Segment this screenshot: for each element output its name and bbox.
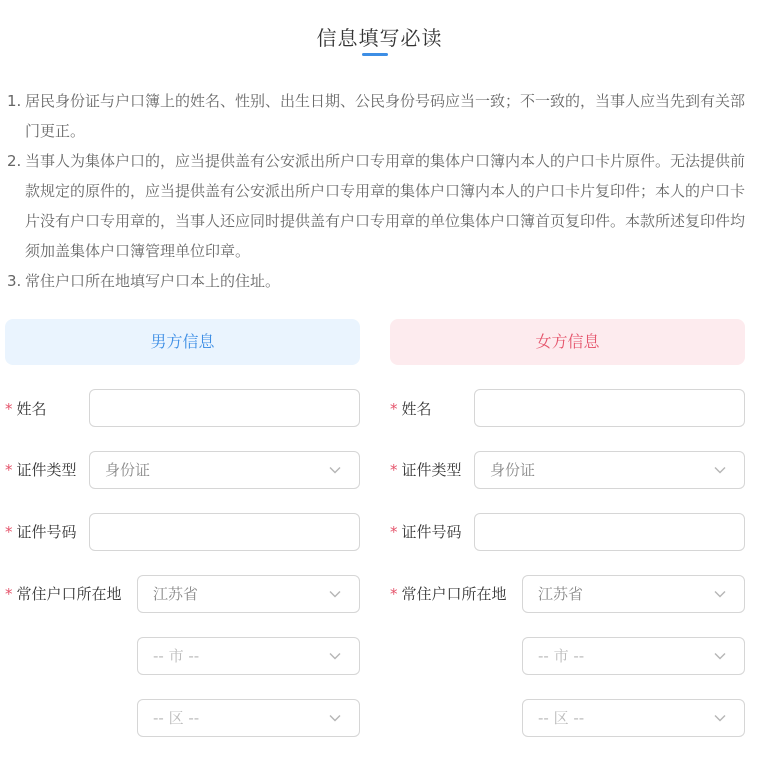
female-district-placeholder: -- 区 -- [538, 709, 585, 727]
instruction-item [7, 86, 752, 146]
female-province-value: 江苏省 [538, 585, 584, 603]
male-id-type-label: * 证件类型 [5, 461, 77, 479]
male-id-number-label: * 证件号码 [5, 523, 77, 541]
female-info-header: 女方信息 [390, 319, 745, 365]
female-residence-label: * 常住户口所在地 [390, 585, 507, 603]
instruction-number: 3. [7, 272, 22, 290]
required-mark: * [5, 585, 13, 603]
male-id-number-text-field[interactable] [105, 514, 359, 550]
female-id-number-text-field[interactable] [490, 514, 744, 550]
female-id-type-label: * 证件类型 [390, 461, 462, 479]
chevron-down-icon [714, 714, 726, 722]
male-id-number-input[interactable] [89, 513, 360, 551]
male-city-placeholder: -- 市 -- [153, 647, 200, 665]
instruction-text: 常住户口所在地填写户口本上的住址。 [25, 272, 281, 290]
male-city-select[interactable] [137, 637, 360, 675]
female-name-text-field[interactable] [490, 390, 744, 426]
instruction-item [7, 146, 752, 266]
male-province-value: 江苏省 [153, 585, 199, 603]
instruction-item [7, 266, 752, 296]
male-info-header: 男方信息 [5, 319, 360, 365]
female-city-select[interactable] [522, 637, 745, 675]
female-id-type-select[interactable] [474, 451, 745, 489]
female-city-placeholder: -- 市 -- [538, 647, 585, 665]
required-mark: * [390, 523, 398, 541]
male-id-type-select[interactable] [89, 451, 360, 489]
title-underline [362, 53, 388, 56]
female-name-label: * 姓名 [390, 400, 432, 418]
required-mark: * [5, 400, 13, 418]
required-mark: * [390, 585, 398, 603]
chevron-down-icon [329, 466, 341, 474]
male-name-label: * 姓名 [5, 400, 47, 418]
instruction-number: 1. [7, 92, 22, 110]
female-province-select[interactable] [522, 575, 745, 613]
required-mark: * [5, 461, 13, 479]
chevron-down-icon [329, 590, 341, 598]
male-district-select[interactable] [137, 699, 360, 737]
chevron-down-icon [714, 590, 726, 598]
instruction-number: 2. [7, 152, 22, 170]
female-name-input[interactable] [474, 389, 745, 427]
chevron-down-icon [714, 466, 726, 474]
male-district-placeholder: -- 区 -- [153, 709, 200, 727]
chevron-down-icon [329, 652, 341, 660]
female-id-type-value: 身份证 [490, 461, 536, 479]
chevron-down-icon [329, 714, 341, 722]
male-province-select[interactable] [137, 575, 360, 613]
female-id-number-label: * 证件号码 [390, 523, 462, 541]
female-id-number-input[interactable] [474, 513, 745, 551]
male-name-text-field[interactable] [105, 390, 359, 426]
male-residence-label: * 常住户口所在地 [5, 585, 122, 603]
chevron-down-icon [714, 652, 726, 660]
male-id-type-value: 身份证 [105, 461, 151, 479]
instruction-text: 居民身份证与户口簿上的姓名、性别、出生日期、公民身份号码应当一致；不一致的，当事人应当先到有关部门更正。 [25, 92, 746, 140]
page-title: 信息填写必读 [316, 26, 443, 50]
instructions-list [7, 86, 752, 296]
required-mark: * [5, 523, 13, 541]
female-district-select[interactable] [522, 699, 745, 737]
male-name-input[interactable] [89, 389, 360, 427]
required-mark: * [390, 461, 398, 479]
required-mark: * [390, 400, 398, 418]
instruction-text: 当事人为集体户口的，应当提供盖有公安派出所户口专用章的集体户口簿内本人的户口卡片原件。无法提供前款规定的原件的，应当提供盖有公安派出所户口专用章的集体户口簿内本人的户口卡片复印件；本人的户口卡片没有户口专用章的，当事人还应同时提供盖有户口专用章的单位集体户口簿首页复印件。本款所述复印件均须加盖集体户口簿管理单位印章。 [25, 152, 746, 260]
